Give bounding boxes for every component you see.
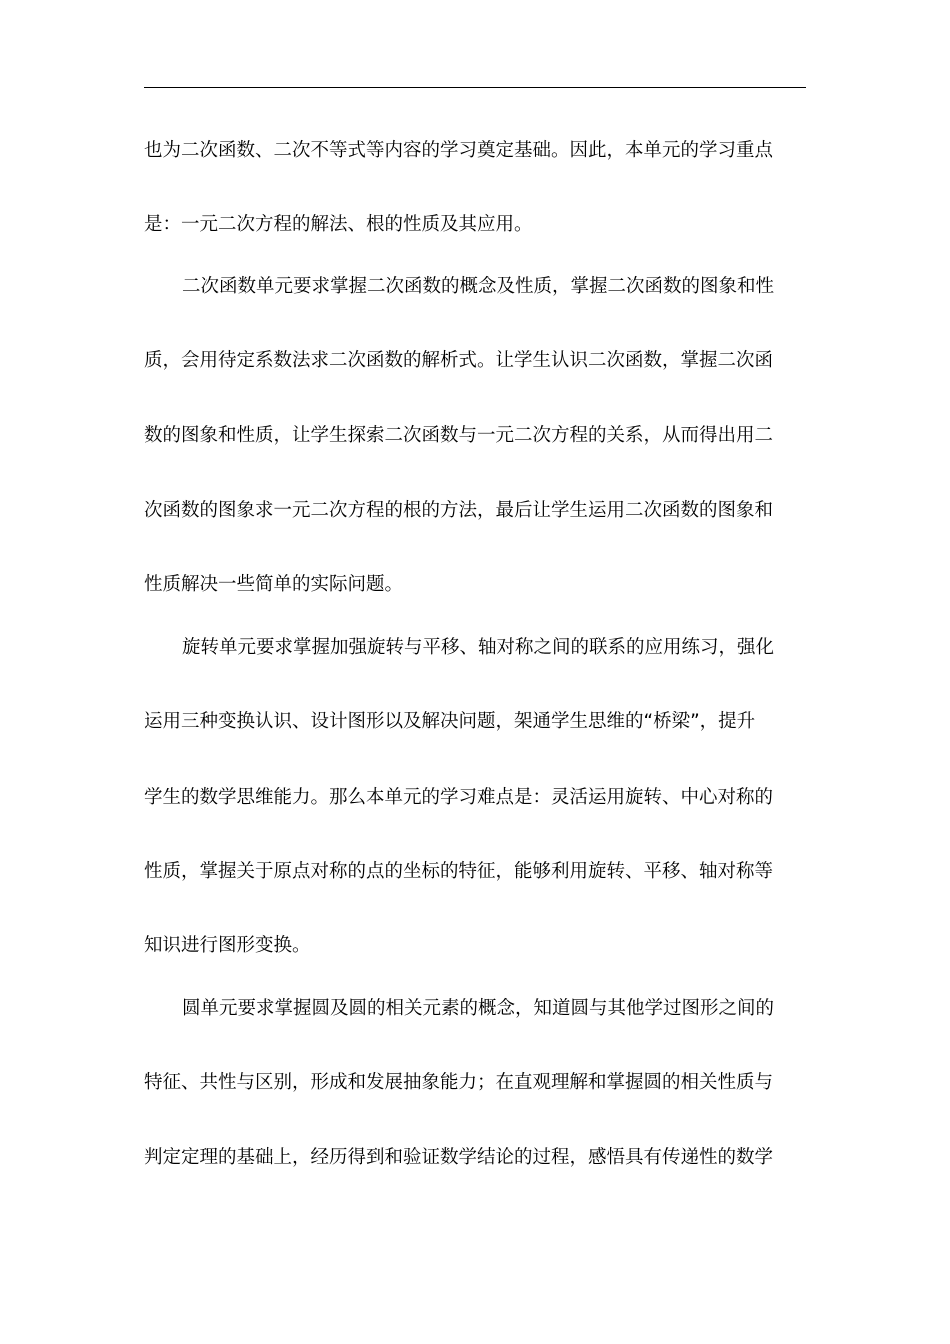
header-rule bbox=[144, 87, 806, 88]
text-line: 是：一元二次方程的解法、根的性质及其应用。 bbox=[144, 214, 533, 235]
text-line: 质，会用待定系数法求二次函数的解析式。让学生认识二次函数，掌握二次函 bbox=[144, 350, 774, 371]
text-line: 性质解决一些简单的实际问题。 bbox=[144, 574, 404, 595]
text-line: 数的图象和性质，让学生探索二次函数与一元二次方程的关系，从而得出用二 bbox=[144, 425, 774, 446]
text-line: 判定定理的基础上，经历得到和验证数学结论的过程，感悟具有传递性的数学 bbox=[144, 1147, 774, 1168]
text-line: 特征、共性与区别，形成和发展抽象能力；在直观理解和掌握圆的相关性质与 bbox=[144, 1072, 774, 1093]
text-line: 运用三种变换认识、设计图形以及解决问题，架通学生思维的“桥梁”，提升 bbox=[144, 711, 756, 732]
paragraph-first-line: 二次函数单元要求掌握二次函数的概念及性质，掌握二次函数的图象和性 bbox=[182, 276, 775, 297]
text-line: 学生的数学思维能力。那么本单元的学习难点是：灵活运用旋转、中心对称的 bbox=[144, 787, 774, 808]
text-line: 次函数的图象求一元二次方程的根的方法，最后让学生运用二次函数的图象和 bbox=[144, 500, 774, 521]
text-line: 知识进行图形变换。 bbox=[144, 935, 311, 956]
text-line: 性质，掌握关于原点对称的点的坐标的特征，能够利用旋转、平移、轴对称等 bbox=[144, 861, 774, 882]
paragraph-first-line: 旋转单元要求掌握加强旋转与平移、轴对称之间的联系的应用练习，强化 bbox=[182, 637, 775, 658]
paragraph-first-line: 圆单元要求掌握圆及圆的相关元素的概念，知道圆与其他学过图形之间的 bbox=[182, 998, 775, 1019]
text-line: 也为二次函数、二次不等式等内容的学习奠定基础。因此，本单元的学习重点 bbox=[144, 140, 774, 161]
